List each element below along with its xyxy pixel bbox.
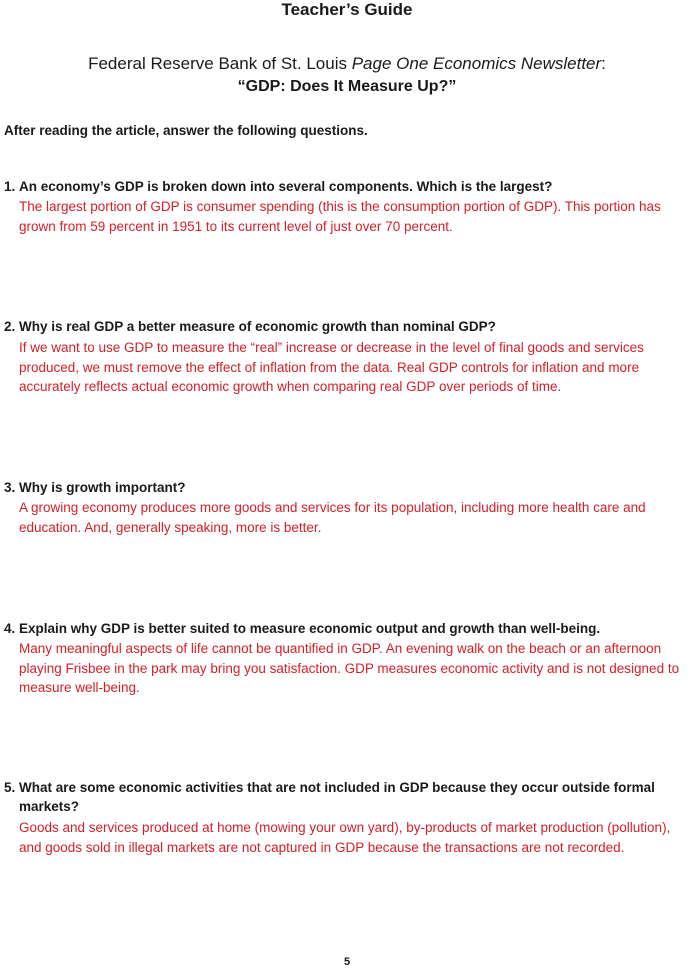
question-text: What are some economic activities that are not included in GDP because they occur outside formal markets? (19, 780, 655, 814)
answer-2: If we want to use GDP to measure the “real” increase or decrease in the level of final goods and services produced, we must remove the effect of inflation from the data. Real GDP controls for inflation and more accurately reflects actual economic growth when comparing real GDP over periods of time. (19, 340, 644, 394)
question-4 (4, 619, 684, 638)
question-number: 2. (4, 319, 16, 334)
question-text: Why is real GDP a better measure of economic growth than nominal GDP? (19, 319, 496, 334)
answer-1: The largest portion of GDP is consumer spending (this is the consumption portion of GDP). This portion has grown from 59 percent in 1951 to its current level of just over 70 percent. (19, 199, 661, 234)
page-title: Teacher’s Guide (281, 0, 413, 19)
answer-5: Goods and services produced at home (mowing your own yard), by-products of market production (pollution), and goods sold in illegal markets are not captured in GDP because the transactions are not recorded. (19, 820, 671, 855)
answer-4: Many meaningful aspects of life cannot be quantified in GDP. An evening walk on the beach or an afternoon playing Frisbee in the park may bring you satisfaction. GDP measures economic activity and is not designed to measure well-being. (19, 641, 680, 695)
publication-line (0, 54, 694, 74)
question-number: 4. (4, 621, 16, 636)
article-title: “GDP: Does It Measure Up?” (237, 78, 457, 95)
question-text: Explain why GDP is better suited to measure economic output and growth than well-being. (19, 621, 601, 636)
question-3 (4, 478, 684, 497)
question-1 (4, 177, 684, 196)
question-number: 5. (4, 780, 16, 795)
answer-3: A growing economy produces more goods and services for its population, including more health care and education. And, generally speaking, more is better. (19, 500, 646, 535)
question-number: 3. (4, 480, 16, 495)
publication-name: Page One Economics Newsletter (351, 54, 602, 73)
publication-source: Federal Reserve Bank of St. Louis (88, 54, 352, 73)
question-text: An economy’s GDP is broken down into several components. Which is the largest? (19, 179, 553, 194)
instructions: After reading the article, answer the following questions. (4, 123, 368, 138)
publication-colon: : (601, 54, 606, 73)
question-number: 1. (4, 179, 16, 194)
question-5 (4, 778, 669, 816)
question-2 (4, 317, 684, 336)
question-text: Why is growth important? (19, 480, 186, 495)
page-number: 5 (343, 956, 351, 968)
